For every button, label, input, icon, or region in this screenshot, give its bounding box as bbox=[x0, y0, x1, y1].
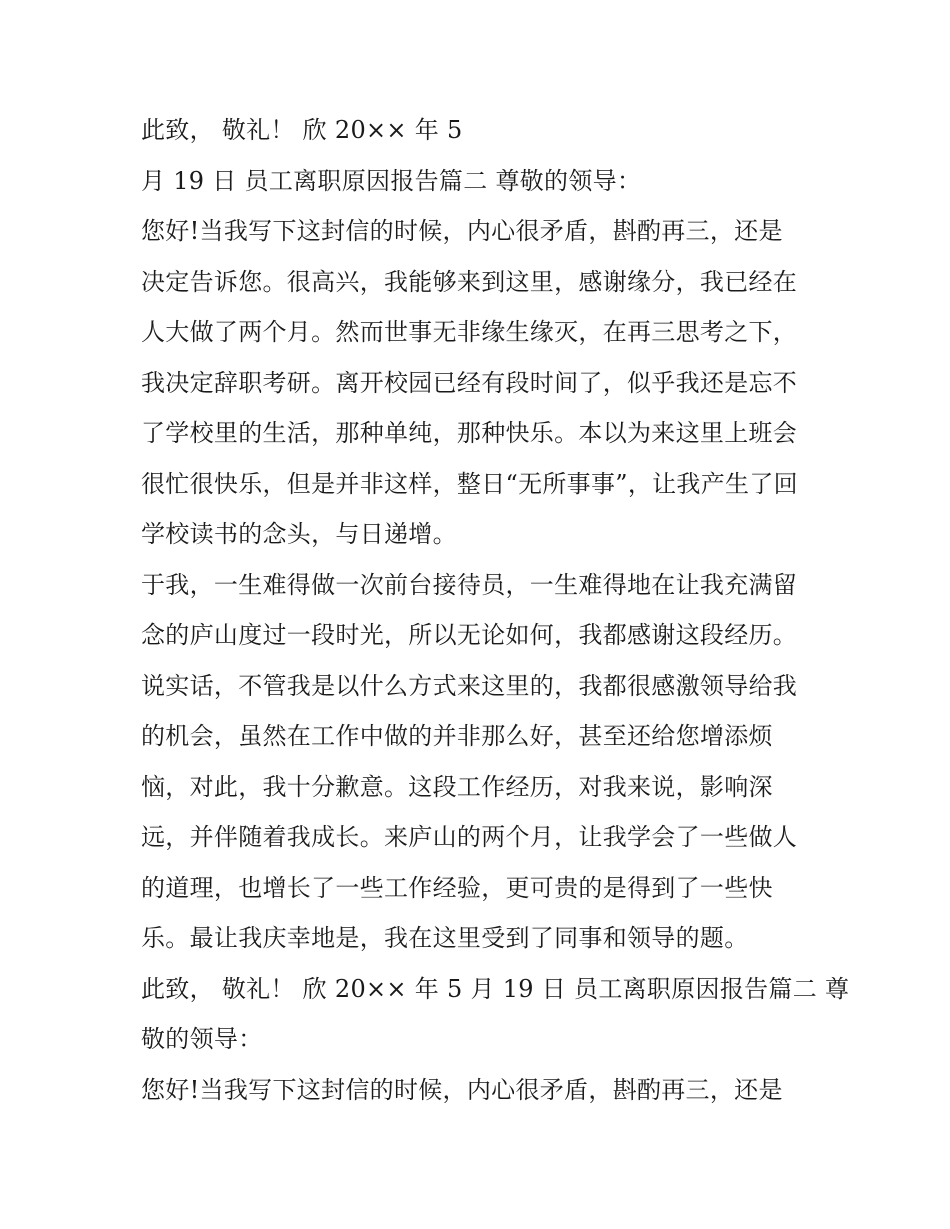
text-line: 的道理，也增长了一些工作经验，更可贵的是得到了一些快 bbox=[141, 874, 773, 902]
text-line: 的机会，虽然在工作中做的并非那么好，甚至还给您增添烦 bbox=[141, 722, 773, 750]
text-line: 念的庐山度过一段时光，所以无论如何，我都感谢这段经历。 bbox=[141, 621, 798, 649]
text-line: 此致， 敬礼！ 欣 20×× 年 5 bbox=[141, 116, 463, 144]
text-line: 敬的领导： bbox=[141, 1025, 263, 1053]
text-line: 说实话，不管我是以什么方式来这里的，我都很感激领导给我 bbox=[141, 672, 798, 700]
text-line: 您好!当我写下这封信的时候，内心很矛盾，斟酌再三，还是 bbox=[141, 1076, 783, 1104]
text-line: 乐。最让我庆幸地是，我在这里受到了同事和领导的题。 bbox=[141, 924, 749, 952]
text-line: 月 19 日 员工离职原因报告篇二 尊敬的领导： bbox=[141, 167, 642, 195]
text-line: 很忙很快乐，但是并非这样，整日“无所事事”，让我产生了回 bbox=[141, 470, 798, 498]
text-line: 于我，一生难得做一次前台接待员，一生难得地在让我充满留 bbox=[141, 571, 798, 599]
text-line: 决定告诉您。很高兴，我能够来到这里，感谢缘分，我已经在 bbox=[141, 268, 798, 296]
text-line: 恼，对此，我十分歉意。这段工作经历，对我来说，影响深 bbox=[141, 773, 773, 801]
text-line: 您好!当我写下这封信的时候，内心很矛盾，斟酌再三，还是 bbox=[141, 217, 783, 245]
text-line: 人大做了两个月。然而世事无非缘生缘灭，在再三思考之下， bbox=[141, 318, 798, 346]
text-line: 此致， 敬礼！ 欣 20×× 年 5 月 19 日 员工离职原因报告篇二 尊 bbox=[141, 975, 850, 1003]
text-line: 远，并伴随着我成长。来庐山的两个月，让我学会了一些做人 bbox=[141, 823, 798, 851]
text-line: 我决定辞职考研。离开校园已经有段时间了，似乎我还是忘不 bbox=[141, 369, 798, 397]
text-line: 了学校里的生活，那种单纯，那种快乐。本以为来这里上班会 bbox=[141, 419, 798, 447]
text-line: 学校读书的念头，与日递增。 bbox=[141, 520, 457, 548]
